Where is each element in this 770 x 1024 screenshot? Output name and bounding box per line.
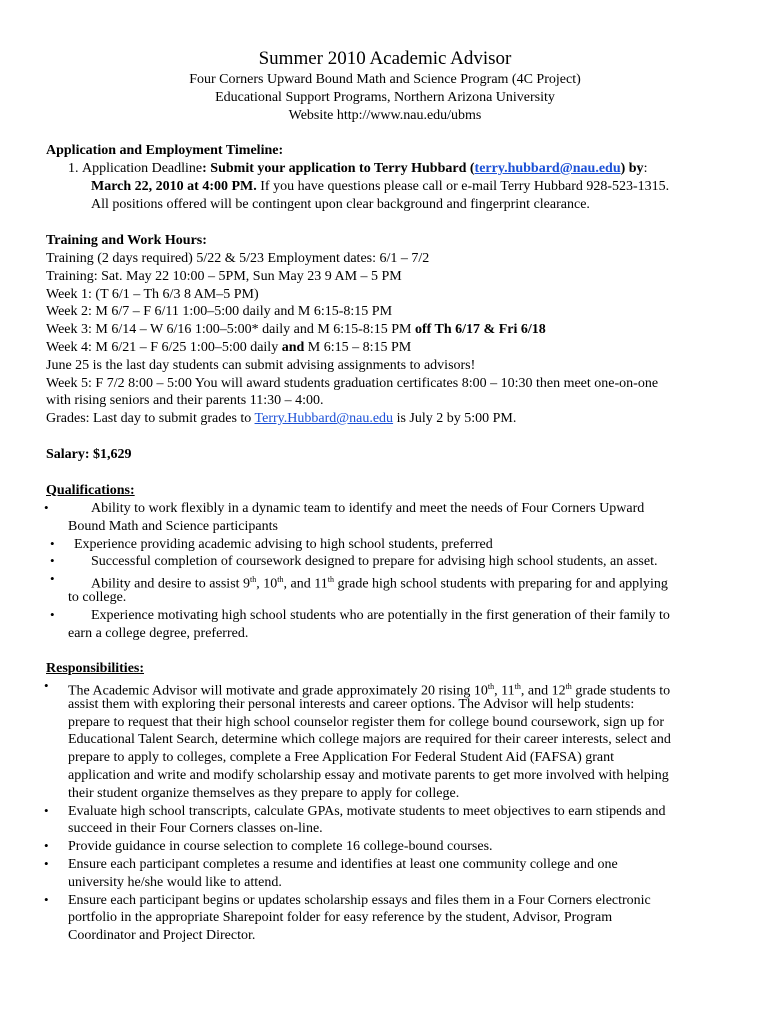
responsibility-item: Ensure each participant begins or updates scholarship essays and files them in a Four Corners electronic <box>68 893 651 908</box>
bullet-icon: • <box>44 678 49 693</box>
responsibility-item: portfolio in the appropriate Sharepoint folder for easy reference by the student, Advisor, Program <box>68 910 613 925</box>
email-link-grades[interactable]: Terry.Hubbard@nau.edu <box>254 411 394 426</box>
responsibility-item: assist them with exploring their personal interests and career options. The Advisor will help students: <box>68 697 635 712</box>
responsibility-item: succeed in their Four Corners classes on-line. <box>68 821 323 836</box>
bullet-icon: • <box>50 536 55 551</box>
training-line: Week 4: M 6/21 – F 6/25 1:00–5:00 daily and M 6:15 – 8:15 PM <box>46 340 412 355</box>
training-line: Week 2: M 6/7 – F 6/11 1:00–5:00 daily and M 6:15-8:15 PM <box>46 304 393 319</box>
website-line: Website http://www.nau.edu/ubms <box>288 108 482 123</box>
qualification-item: Bound Math and Science participants <box>68 519 278 534</box>
responsibility-item: university he/she would like to attend. <box>68 875 282 890</box>
department-name: Educational Support Programs, Northern Arizona University <box>215 90 555 105</box>
bullet-icon: • <box>44 856 49 871</box>
timeline-heading: Application and Employment Timeline: <box>46 143 284 158</box>
responsibility-item: Educational Talent Search, determine which college majors are required for their career interests, select and <box>68 732 671 747</box>
salary: Salary: $1,629 <box>46 447 132 462</box>
bullet-icon: • <box>50 571 55 586</box>
bullet-icon: • <box>50 553 55 568</box>
qualification-item: to college. <box>68 590 127 605</box>
page-title: Summer 2010 Academic Advisor <box>258 48 512 69</box>
responsibility-item: Coordinator and Project Director. <box>68 928 256 943</box>
responsibility-item: prepare to request that their high school counselor register them for college bound coursework, sign up for <box>68 715 664 730</box>
qualification-item: Ability and desire to assist 9th, 10th, and 11th grade high school students with preparing for and applying <box>91 575 668 592</box>
qualification-item: Experience providing academic advising to high school students, preferred <box>74 537 493 552</box>
grades-line: Grades: Last day to submit grades to Terry.Hubbard@nau.edu is July 2 by 5:00 PM. <box>46 411 517 426</box>
bullet-icon: • <box>44 803 49 818</box>
responsibility-item: Provide guidance in course selection to complete 16 college-bound courses. <box>68 839 493 854</box>
responsibility-item: their student organize themselves as they prepare to apply for college. <box>68 786 460 801</box>
timeline-clearance: All positions offered will be contingent upon clear background and fingerprint clearance. <box>91 197 590 212</box>
training-line: Week 1: (T 6/1 – Th 6/3 8 AM–5 PM) <box>46 287 259 302</box>
qualification-item: earn a college degree, preferred. <box>68 626 249 641</box>
timeline-deadline: March 22, 2010 at 4:00 PM. If you have questions please call or e-mail Terry Hubbard 928-523-1315. <box>91 179 670 194</box>
qualification-item: Experience motivating high school students who are potentially in the first generation of their family to <box>91 608 670 623</box>
responsibility-item: The Academic Advisor will motivate and grade approximately 20 rising 10th, 11th, and 12th grade students to <box>68 682 671 699</box>
responsibilities-heading: Responsibilities: <box>46 661 145 676</box>
responsibility-item: Ensure each participant completes a resume and identifies at least one community college and one <box>68 857 618 872</box>
qualification-item: Successful completion of coursework designed to prepare for advising high school students, an asset. <box>91 554 658 569</box>
bullet-icon: • <box>44 500 49 515</box>
email-link-terry[interactable]: terry.hubbard@nau.edu <box>474 161 621 176</box>
program-name: Four Corners Upward Bound Math and Science Program (4C Project) <box>189 72 581 87</box>
training-line: Training: Sat. May 22 10:00 – 5PM, Sun May 23 9 AM – 5 PM <box>46 269 402 284</box>
qualification-item: Ability to work flexibly in a dynamic team to identify and meet the needs of Four Corners Upward <box>91 501 645 516</box>
bullet-icon: • <box>44 892 49 907</box>
training-line: Week 5: F 7/2 8:00 – 5:00 You will award students graduation certificates 8:00 – 10:30 then meet one-on-one <box>46 376 659 391</box>
bullet-icon: • <box>44 838 49 853</box>
training-line: Training (2 days required) 5/22 & 5/23 Employment dates: 6/1 – 7/2 <box>46 251 430 266</box>
timeline-item-1: 1. Application Deadline: Submit your application to Terry Hubbard (terry.hubbard@nau.edu) by: <box>68 161 648 176</box>
training-line: June 25 is the last day students can submit advising assignments to advisors! <box>46 358 476 373</box>
qualifications-heading: Qualifications: <box>46 483 135 498</box>
bullet-icon: • <box>50 607 55 622</box>
training-line: with rising seniors and their parents 11:30 – 4:00. <box>46 393 324 408</box>
responsibility-item: application and write and modify scholarship essay and motivate parents to get more involved with helping <box>68 768 669 783</box>
responsibility-item: Evaluate high school transcripts, calculate GPAs, motivate students to meet objectives to earn stipends and <box>68 804 666 819</box>
training-line: Week 3: M 6/14 – W 6/16 1:00–5:00* daily and M 6:15-8:15 PM off Th 6/17 & Fri 6/18 <box>46 322 546 337</box>
training-heading: Training and Work Hours: <box>46 233 207 248</box>
responsibility-item: prepare to apply to colleges, complete a Free Application For Federal Student Aid (FAFSA) grant <box>68 750 615 765</box>
